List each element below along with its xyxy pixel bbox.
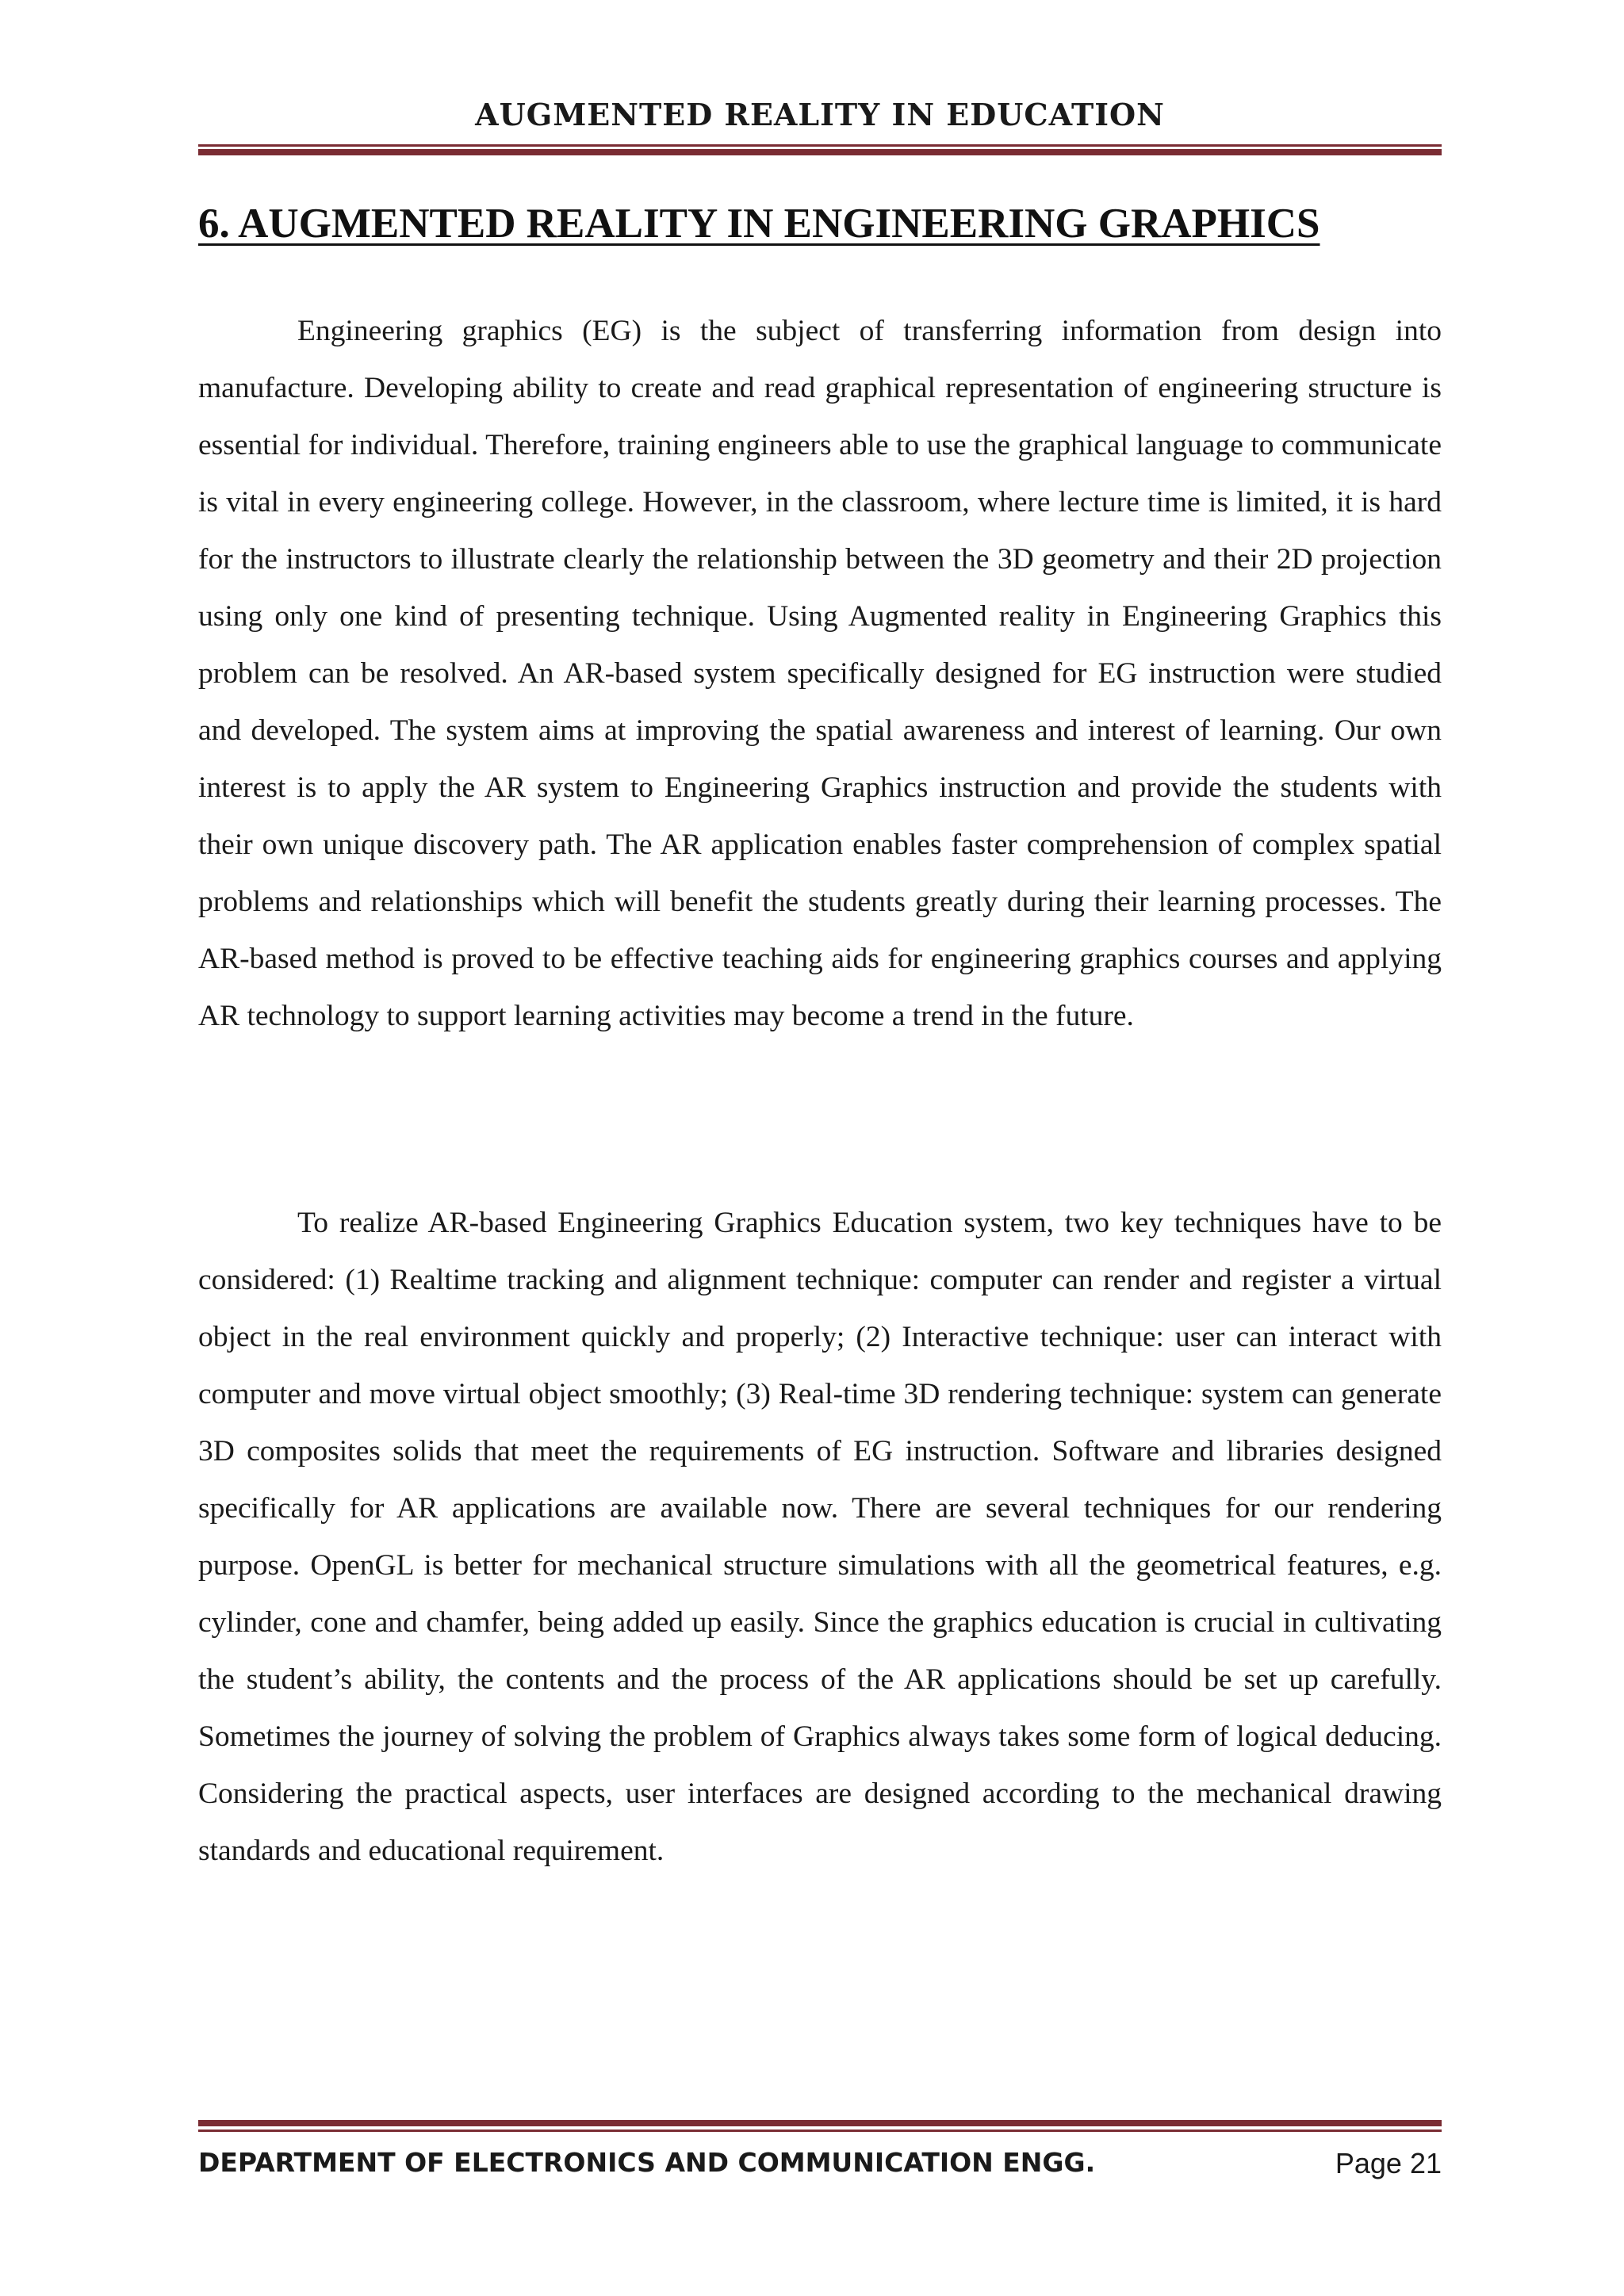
footer-rule-thick bbox=[198, 2120, 1442, 2126]
paragraph-2: To realize AR-based Engineering Graphics Education system, two key techniques have to be considered: (1) Realtime tracking and alignment technique: computer can render and register a virtual object in the real environment quickly and properly; (2) Interactive technique: user can interact with computer and move virtual object smoothly; (3) Real-time 3D rendering technique: system can generate 3D composites solids that meet the requirements of EG instruction. Software and libraries designed specifically for AR applications are available now. There are several techniques for our rendering purpose. OpenGL is better for mechanical structure simulations with all the geometrical features, e.g. cylinder, cone and chamfer, being added up easily. Since the graphics education is crucial in cultivating the student’s ability, the contents and the process of the AR applications should be set up carefully. Sometimes the journey of solving the problem of Graphics always takes some form of logical deducing. Considering the practical aspects, user interfaces are designed according to the mechanical drawing standards and educational requirement. bbox=[198, 1207, 1442, 1867]
paragraph-1: Engineering graphics (EG) is the subject of transferring information from design into manufacture. Developing ability to create and read graphical representation of engineering structure is essential for individual. Therefore, training engineers able to use the graphical language to communicate is vital in every engineering college. However, in the classroom, where lecture time is limited, it is hard for the instructors to illustrate clearly the relationship between the 3D geometry and their 2D projection using only one kind of presenting technique. Using Augmented reality in Engineering Graphics this problem can be resolved. An AR-based system specifically designed for EG instruction were studied and developed. The system aims at improving the spatial awareness and interest of learning. Our own interest is to apply the AR system to Engineering Graphics instruction and provide the students with their own unique discovery path. The AR application enables faster comprehension of complex spatial problems and relationships which will benefit the students greatly during their learning processes. The AR-based method is proved to be effective teaching aids for engineering graphics courses and applying AR technology to support learning activities may become a trend in the future. bbox=[198, 315, 1442, 1032]
chapter-title: 6. AUGMENTED REALITY IN ENGINEERING GRAPHICS bbox=[198, 201, 1320, 247]
footer-rule-thin bbox=[198, 2130, 1442, 2132]
header-title: AUGMENTED REALITY IN EDUCATION bbox=[475, 97, 1165, 132]
page-number: Page 21 bbox=[1335, 2147, 1442, 2179]
header-rule-thick bbox=[198, 149, 1442, 155]
footer-department: DEPARTMENT OF ELECTRONICS AND COMMUNICATION ENGG. bbox=[198, 2147, 1096, 2178]
header-rule-thin-top bbox=[198, 144, 1442, 147]
